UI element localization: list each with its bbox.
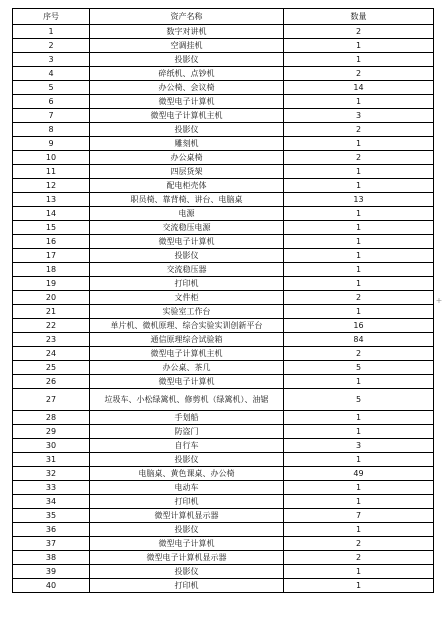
cell-serial-number: 15 (13, 221, 90, 235)
cell-quantity: 1 (284, 305, 434, 319)
cell-asset-name: 雕刻机 (90, 137, 284, 151)
cell-asset-name: 打印机 (90, 277, 284, 291)
cell-serial-number: 38 (13, 551, 90, 565)
cell-asset-name: 空调挂机 (90, 39, 284, 53)
cell-quantity: 2 (284, 537, 434, 551)
cell-quantity: 7 (284, 509, 434, 523)
cell-serial-number: 5 (13, 81, 90, 95)
cell-quantity: 1 (284, 249, 434, 263)
cell-serial-number: 37 (13, 537, 90, 551)
cell-quantity: 3 (284, 439, 434, 453)
cell-asset-name: 配电柜壳体 (90, 179, 284, 193)
cell-serial-number: 10 (13, 151, 90, 165)
cell-serial-number: 21 (13, 305, 90, 319)
cell-asset-name: 单片机、微机原理、综合实验实训创新平台 (90, 319, 284, 333)
cell-serial-number: 25 (13, 361, 90, 375)
cell-quantity: 1 (284, 235, 434, 249)
cell-serial-number: 23 (13, 333, 90, 347)
cell-quantity: 1 (284, 375, 434, 389)
table-row (13, 347, 434, 361)
cell-quantity: 2 (284, 151, 434, 165)
cell-serial-number: 4 (13, 67, 90, 81)
cell-asset-name: 微型电子计算机主机 (90, 347, 284, 361)
table-row (13, 25, 434, 39)
cell-asset-name: 打印机 (90, 579, 284, 593)
cell-quantity: 1 (284, 207, 434, 221)
cell-asset-name: 交流稳压电源 (90, 221, 284, 235)
cell-asset-name: 四层货架 (90, 165, 284, 179)
table-row (13, 235, 434, 249)
cell-serial-number: 33 (13, 481, 90, 495)
cell-quantity: 1 (284, 221, 434, 235)
cell-serial-number: 27 (13, 389, 90, 411)
cell-quantity: 84 (284, 333, 434, 347)
table-row (13, 137, 434, 151)
cell-asset-name: 防盗门 (90, 425, 284, 439)
asset-table (12, 8, 434, 593)
table-row (13, 53, 434, 67)
cell-asset-name: 手划船 (90, 411, 284, 425)
table-row (13, 439, 434, 453)
cell-serial-number: 12 (13, 179, 90, 193)
cell-serial-number: 1 (13, 25, 90, 39)
table-row (13, 151, 434, 165)
table-header-row (13, 9, 434, 25)
cell-quantity: 1 (284, 179, 434, 193)
table-row (13, 109, 434, 123)
cell-quantity: 1 (284, 39, 434, 53)
cell-serial-number: 2 (13, 39, 90, 53)
table-row (13, 221, 434, 235)
cell-quantity: 1 (284, 495, 434, 509)
cell-quantity: 49 (284, 467, 434, 481)
cell-asset-name: 电脑桌、黄色课桌、办公椅 (90, 467, 284, 481)
cell-serial-number: 31 (13, 453, 90, 467)
table-row (13, 291, 434, 305)
table-row (13, 81, 434, 95)
table-row (13, 249, 434, 263)
cell-asset-name: 微型电子计算机显示器 (90, 551, 284, 565)
cell-serial-number: 35 (13, 509, 90, 523)
cell-serial-number: 20 (13, 291, 90, 305)
cell-serial-number: 3 (13, 53, 90, 67)
cell-quantity: 1 (284, 53, 434, 67)
cell-quantity: 1 (284, 579, 434, 593)
cell-serial-number: 18 (13, 263, 90, 277)
cell-quantity: 2 (284, 347, 434, 361)
cell-asset-name: 投影仪 (90, 565, 284, 579)
cell-asset-name: 微型计算机显示器 (90, 509, 284, 523)
cell-quantity: 5 (284, 389, 434, 411)
cell-serial-number: 22 (13, 319, 90, 333)
cell-asset-name: 办公桌、茶几 (90, 361, 284, 375)
cell-quantity: 5 (284, 361, 434, 375)
table-row (13, 179, 434, 193)
cell-serial-number: 14 (13, 207, 90, 221)
cell-asset-name: 微型电子计算机 (90, 537, 284, 551)
table-row (13, 39, 434, 53)
table-row (13, 453, 434, 467)
add-column-handle-icon[interactable]: + (435, 296, 443, 305)
header-serial-number: 序号 (13, 9, 90, 25)
cell-asset-name: 微型电子计算机 (90, 95, 284, 109)
table-row (13, 319, 434, 333)
table-row (13, 95, 434, 109)
table-row (13, 67, 434, 81)
table-row (13, 305, 434, 319)
cell-asset-name: 投影仪 (90, 249, 284, 263)
cell-quantity: 1 (284, 165, 434, 179)
cell-quantity: 3 (284, 109, 434, 123)
table-row (13, 467, 434, 481)
cell-asset-name: 投影仪 (90, 523, 284, 537)
cell-asset-name: 投影仪 (90, 123, 284, 137)
cell-asset-name: 通信原理综合试验箱 (90, 333, 284, 347)
cell-quantity: 1 (284, 565, 434, 579)
cell-quantity: 16 (284, 319, 434, 333)
cell-serial-number: 30 (13, 439, 90, 453)
table-row (13, 193, 434, 207)
cell-asset-name: 打印机 (90, 495, 284, 509)
cell-serial-number: 40 (13, 579, 90, 593)
cell-serial-number: 6 (13, 95, 90, 109)
cell-serial-number: 24 (13, 347, 90, 361)
cell-serial-number: 26 (13, 375, 90, 389)
cell-asset-name: 数字对讲机 (90, 25, 284, 39)
cell-quantity: 2 (284, 25, 434, 39)
table-row (13, 123, 434, 137)
cell-asset-name: 交流稳压器 (90, 263, 284, 277)
cell-asset-name: 职员椅、靠背椅、讲台、电脑桌 (90, 193, 284, 207)
table-row (13, 333, 434, 347)
cell-quantity: 1 (284, 425, 434, 439)
table-row (13, 481, 434, 495)
cell-serial-number: 17 (13, 249, 90, 263)
table-row (13, 509, 434, 523)
table-row (13, 263, 434, 277)
cell-serial-number: 13 (13, 193, 90, 207)
cell-quantity: 1 (284, 277, 434, 291)
cell-quantity: 2 (284, 291, 434, 305)
cell-quantity: 2 (284, 67, 434, 81)
cell-quantity: 2 (284, 123, 434, 137)
cell-serial-number: 16 (13, 235, 90, 249)
cell-asset-name: 办公椅、会议椅 (90, 81, 284, 95)
cell-quantity: 14 (284, 81, 434, 95)
cell-asset-name: 文件柜 (90, 291, 284, 305)
table-row (13, 411, 434, 425)
table-row (13, 165, 434, 179)
cell-asset-name: 电源 (90, 207, 284, 221)
table-row (13, 565, 434, 579)
cell-serial-number: 9 (13, 137, 90, 151)
cell-asset-name: 办公桌椅 (90, 151, 284, 165)
cell-serial-number: 36 (13, 523, 90, 537)
table-row (13, 551, 434, 565)
cell-asset-name: 微型电子计算机 (90, 375, 284, 389)
table-row (13, 537, 434, 551)
table-row (13, 375, 434, 389)
cell-quantity: 2 (284, 551, 434, 565)
cropped-title-strip (10, 0, 430, 5)
cell-asset-name: 实验室工作台 (90, 305, 284, 319)
cell-quantity: 1 (284, 453, 434, 467)
table-row (13, 361, 434, 375)
header-asset-name: 资产名称 (90, 9, 284, 25)
cell-serial-number: 28 (13, 411, 90, 425)
cell-serial-number: 19 (13, 277, 90, 291)
cell-serial-number: 11 (13, 165, 90, 179)
table-row (13, 207, 434, 221)
cell-serial-number: 39 (13, 565, 90, 579)
cell-asset-name: 微型电子计算机 (90, 235, 284, 249)
cell-serial-number: 34 (13, 495, 90, 509)
cell-quantity: 1 (284, 95, 434, 109)
cell-asset-name: 投影仪 (90, 53, 284, 67)
table-row (13, 389, 434, 411)
cell-quantity: 1 (284, 481, 434, 495)
cell-serial-number: 29 (13, 425, 90, 439)
cell-serial-number: 7 (13, 109, 90, 123)
table-row (13, 495, 434, 509)
cell-quantity: 1 (284, 411, 434, 425)
cell-quantity: 1 (284, 263, 434, 277)
table-row (13, 277, 434, 291)
cell-asset-name: 投影仪 (90, 453, 284, 467)
table-row (13, 523, 434, 537)
cell-asset-name: 电动车 (90, 481, 284, 495)
table-row (13, 579, 434, 593)
table-row (13, 425, 434, 439)
cell-serial-number: 8 (13, 123, 90, 137)
cell-serial-number: 32 (13, 467, 90, 481)
cell-quantity: 13 (284, 193, 434, 207)
cell-quantity: 1 (284, 137, 434, 151)
cell-asset-name: 碎纸机、点钞机 (90, 67, 284, 81)
cell-quantity: 1 (284, 523, 434, 537)
table-body (13, 25, 434, 593)
cell-asset-name: 自行车 (90, 439, 284, 453)
header-quantity: 数量 (284, 9, 434, 25)
cell-asset-name: 微型电子计算机主机 (90, 109, 284, 123)
cell-asset-name: 垃圾车、小松绿篱机、修剪机（绿篱机）、油锯 (90, 389, 284, 411)
